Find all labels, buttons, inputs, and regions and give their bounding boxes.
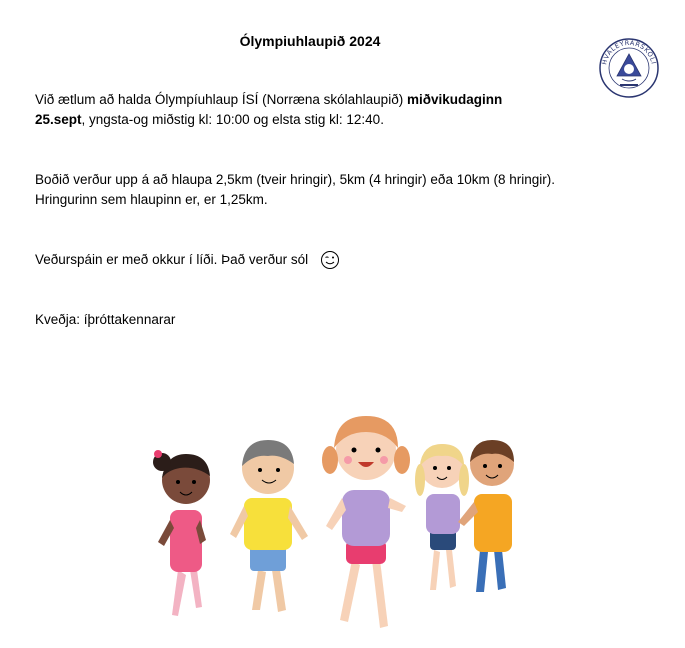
winking-smiley-icon bbox=[320, 250, 340, 270]
school-crest-icon bbox=[598, 37, 660, 99]
child-figure bbox=[458, 440, 514, 592]
time-text: , yngsta-og miðstig kl: 10:00 og elsta stig kl: 12:40. bbox=[81, 112, 384, 127]
paragraph-weather bbox=[35, 250, 340, 270]
intro-text: Við ætlum að halda Ólympíuhlaup ÍSÍ (Norræna skólahlaupið) bbox=[35, 92, 407, 107]
running-children-illustration bbox=[140, 410, 530, 640]
child-figure bbox=[415, 444, 469, 590]
day-bold: miðvikudaginn bbox=[406, 92, 503, 107]
paragraph-distances bbox=[35, 170, 555, 210]
date-bold: 25.sept bbox=[35, 112, 82, 127]
signature: Kveðja: íþróttakennarar bbox=[35, 312, 176, 327]
weather-text: Veðurspáin er með okkur í líði. Það verður sól bbox=[35, 252, 309, 267]
child-figure bbox=[230, 440, 308, 612]
child-figure bbox=[322, 416, 410, 628]
distances-text: Boðið verður upp á að hlaupa 2,5km (tveir hringir), 5km (4 hringir) eða 10km (8 hringir). bbox=[35, 172, 555, 187]
paragraph-date-time bbox=[35, 90, 502, 130]
document-title: Ólympiuhlaupið 2024 bbox=[239, 33, 381, 49]
lap-length-text: Hringurinn sem hlaupinn er, er 1,25km. bbox=[35, 192, 268, 207]
svg-text:HVALEYRARSKÓLI: HVALEYRARSKÓLI bbox=[600, 38, 658, 66]
child-figure bbox=[153, 450, 210, 616]
